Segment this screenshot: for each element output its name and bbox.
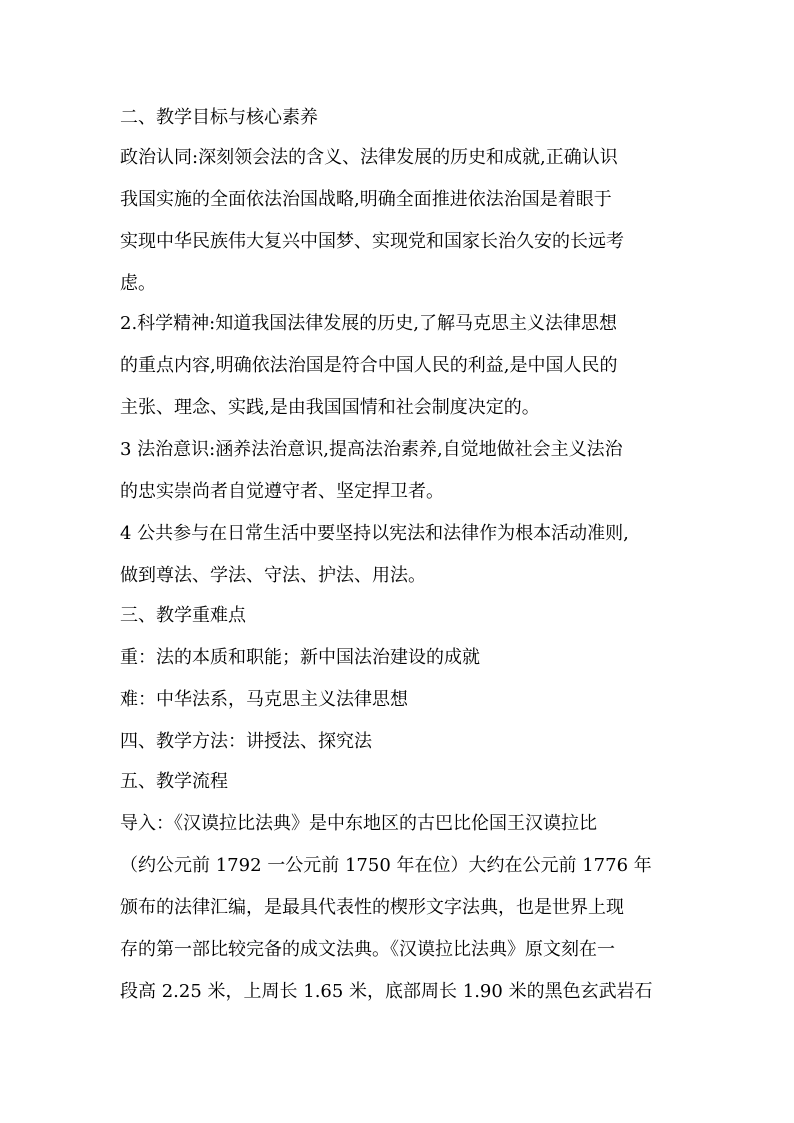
section-heading-key-points: 三、教学重难点 (120, 605, 246, 626)
paragraph-line: 导入：《汉谟拉比法典》是中东地区的古巴比伦国王汉谟拉比 (120, 813, 597, 834)
paragraph-line: 的重点内容,明确依法治国是符合中国人民的利益,是中国人民的 (120, 355, 618, 376)
paragraph-line: （约公元前 1792 一公元前 1750 年在位）大约在公元前 1776 年 (120, 855, 652, 876)
paragraph-line: 的忠实崇尚者自觉遵守者、坚定捍卫者。 (120, 481, 444, 502)
paragraph-line: 我国实施的全面依法治国战略,明确全面推进依法治国是着眼于 (120, 189, 612, 210)
paragraph-line: 4 公共参与在日常生活中要坚持以宪法和法律作为根本活动准则, (120, 523, 629, 544)
section-heading-process: 五、教学流程 (120, 771, 228, 792)
paragraph-line: 段高 2.25 米，上周长 1.65 米，底部周长 1.90 米的黑色玄武岩石 (120, 981, 653, 1002)
paragraph-line: 虑。 (120, 273, 156, 294)
paragraph-line: 主张、理念、实践,是由我国国情和社会制度决定的。 (120, 397, 540, 418)
paragraph-line: 2.科学精神:知道我国法律发展的历史,了解马克思主义法律思想 (120, 313, 617, 334)
paragraph-line: 政治认同:深刻领会法的含义、法律发展的历史和成就,正确认识 (120, 147, 618, 168)
paragraph-line: 实现中华民族伟大复兴中国梦、实现党和国家长治久安的长远考 (120, 231, 624, 252)
paragraph-line: 3 法治意识:涵养法治意识,提高法治素养,自觉地做社会主义法治 (120, 439, 623, 460)
section-heading-objectives: 二、教学目标与核心素养 (120, 107, 318, 128)
paragraph-line: 颁布的法律汇编，是最具代表性的楔形文字法典，也是世界上现 (120, 897, 624, 918)
paragraph-line: 做到尊法、学法、守法、护法、用法。 (120, 565, 426, 586)
paragraph-line: 存的第一部比较完备的成文法典。《汉谟拉比法典》原文刻在一 (120, 939, 615, 960)
section-heading-methods: 四、教学方法：讲授法、探究法 (120, 731, 372, 752)
paragraph-line: 难：中华法系，马克思主义法律思想 (120, 689, 408, 710)
paragraph-line: 重：法的本质和职能；新中国法治建设的成就 (120, 647, 480, 668)
